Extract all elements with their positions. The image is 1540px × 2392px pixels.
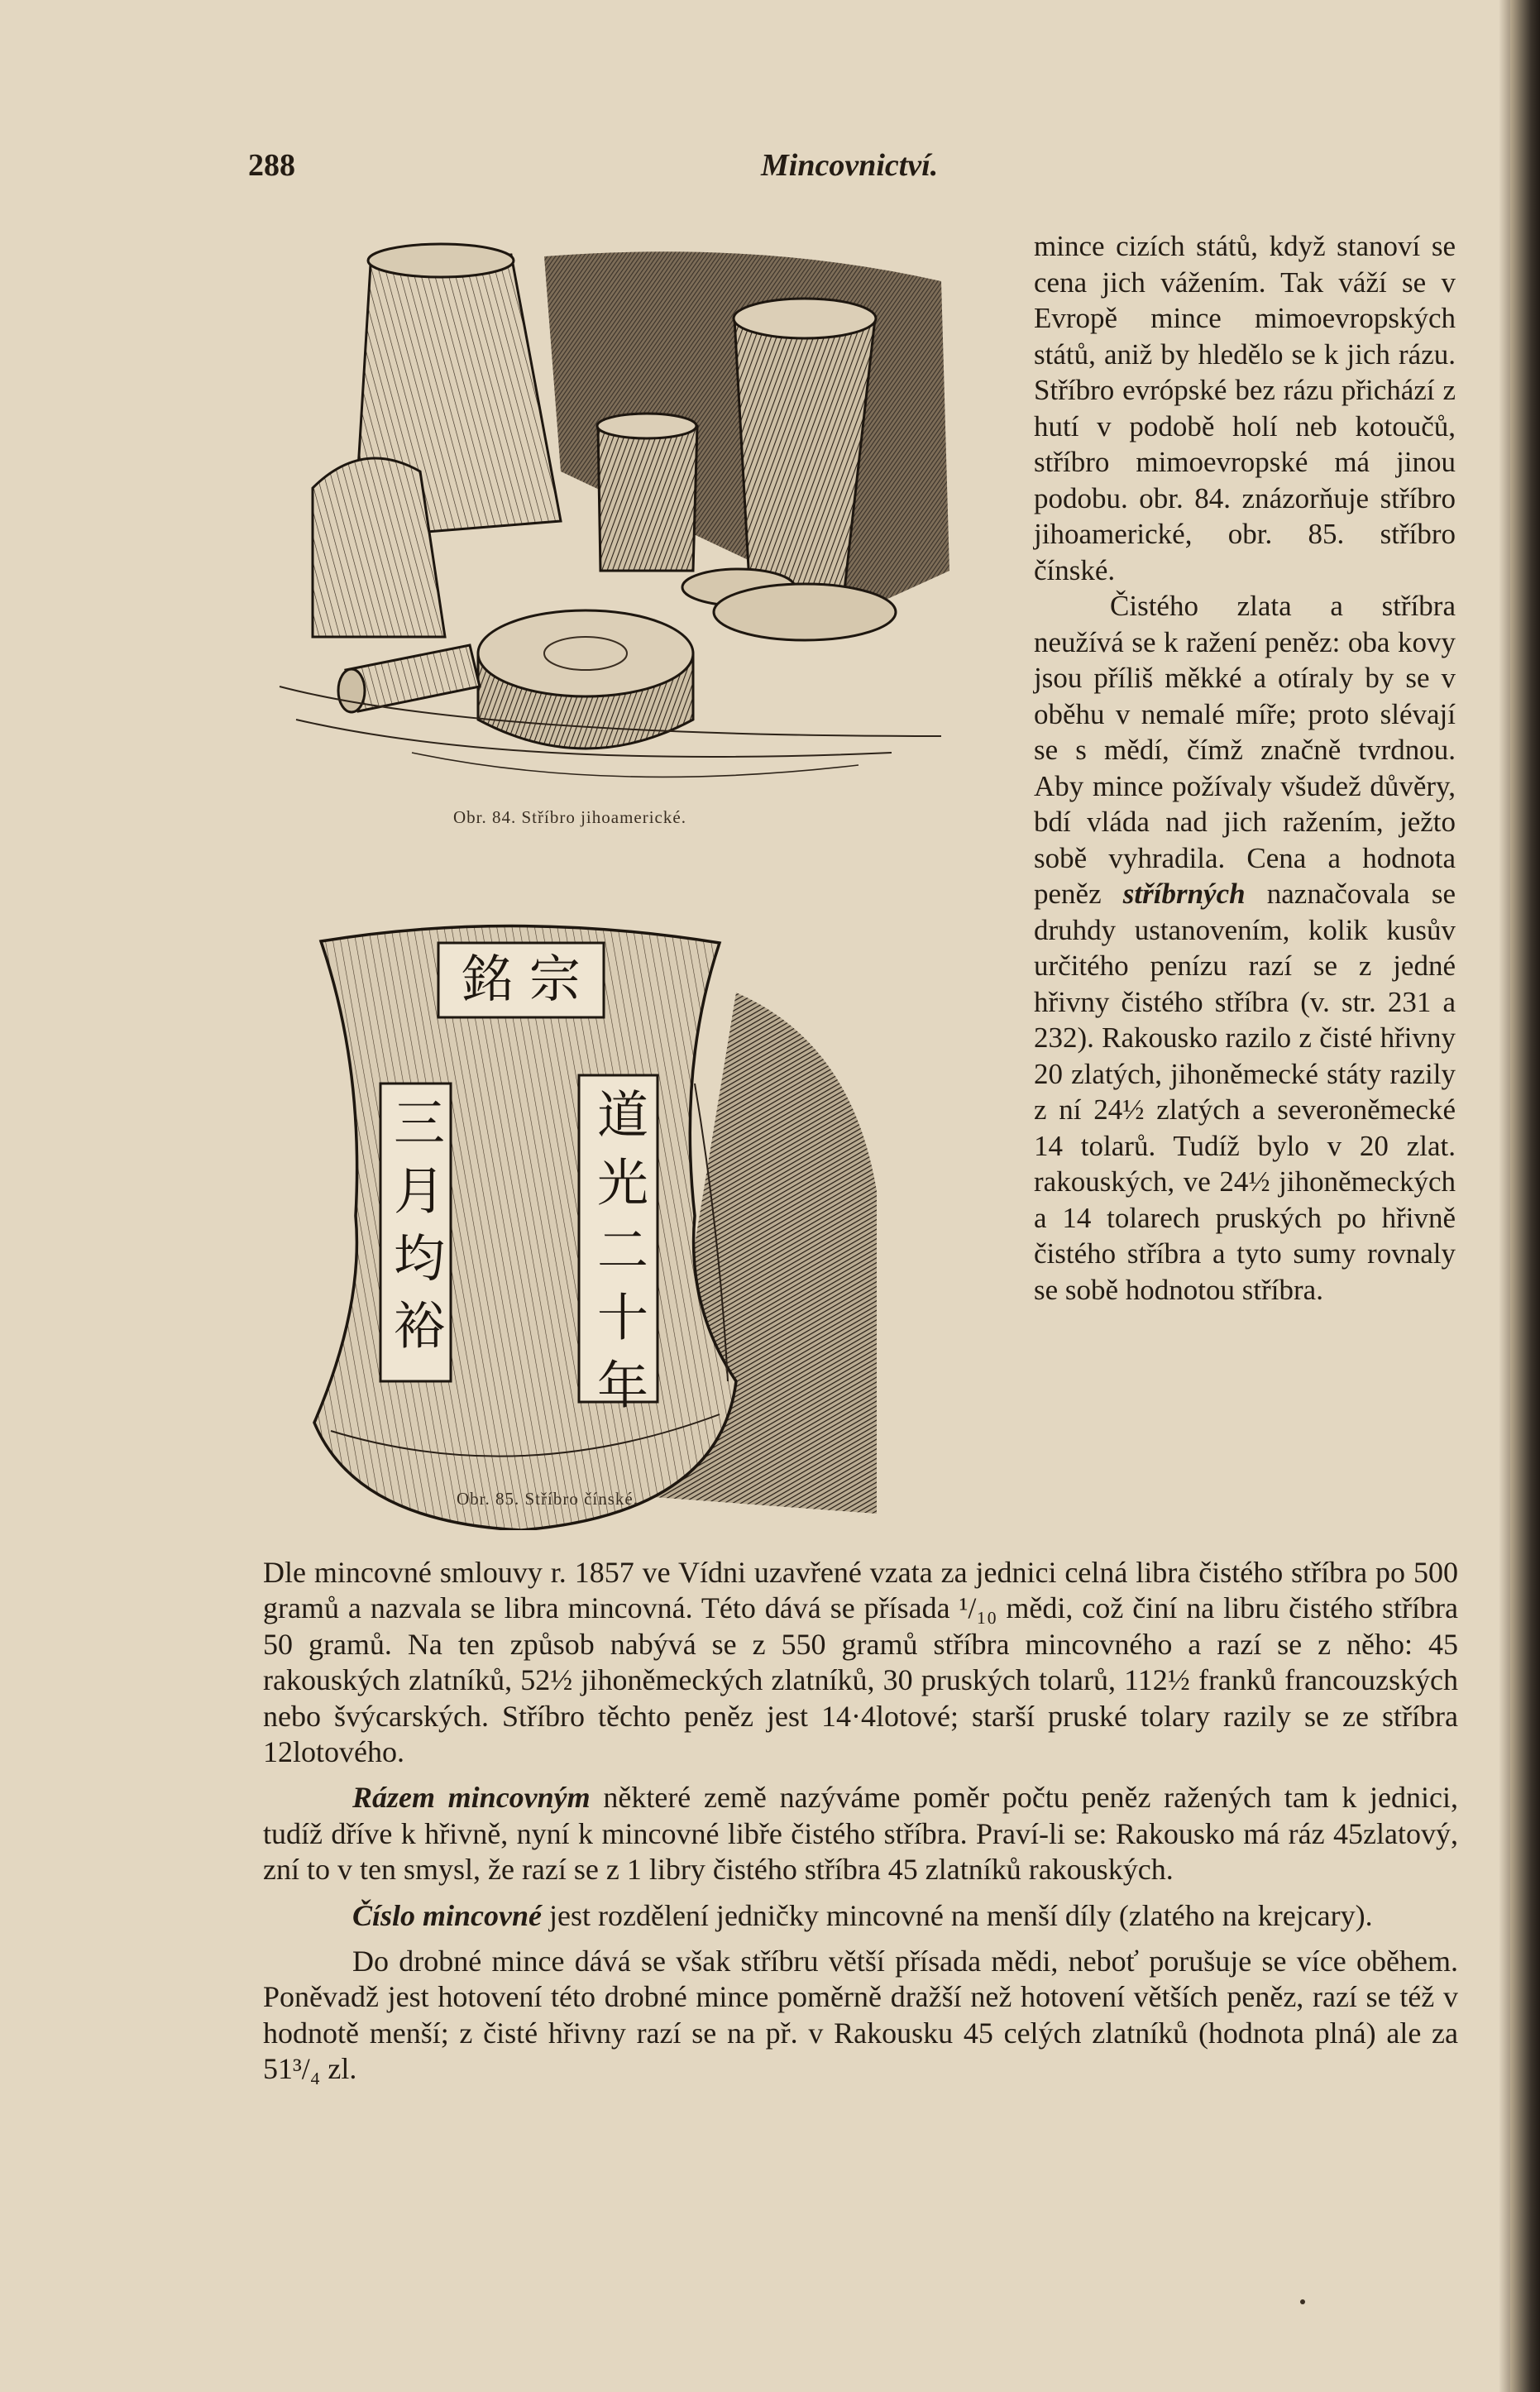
figure-84-illustration	[263, 223, 958, 819]
silver-ingots-engraving	[263, 223, 958, 819]
page-number: 288	[248, 148, 295, 183]
running-title: Mincovnictví.	[761, 148, 939, 183]
term-cislo-mincovne: Číslo mincovné	[352, 1898, 543, 1932]
paragraph-mint-standard-body: některé země nazýváme poměr počtu peněz ražených tam k jednici, tudíž dříve k hřivně, nyní k mincovné libře čistého stříbra. Praví-li se: Rakousko má ráz 45zlatový, zní to v ten smysl, že razí se z 1 libry čistého stříbra 45 zlatníků rakouských.	[263, 1781, 1458, 1887]
ink-speck	[1300, 2299, 1305, 2304]
paragraph-mint-number-body: jest rozdělení jedničky mincovné na menší díly (zlatého na krejcary).	[549, 1898, 1373, 1932]
term-razem-mincovnym: Rázem mincovným	[352, 1781, 591, 1815]
figure-84-caption: Obr. 84. Stříbro jihoamerické.	[453, 807, 686, 827]
full-width-text	[263, 1555, 1458, 2098]
right-stamp-characters: 道 光 二 十 年	[588, 1088, 649, 1409]
figure-85-caption: Obr. 85. Stříbro čínské.	[457, 1489, 638, 1509]
book-spine	[1510, 0, 1540, 2392]
paragraph-mint-standard	[263, 1780, 1458, 1887]
side-paragraph-2	[1034, 588, 1456, 1308]
side-column-text	[1034, 228, 1456, 1308]
paragraph-small-coins: Do drobné mince dává se však stříbru větší přísada mědi, neboť porušuje se více oběhem. Poněvadž jest hotovení této drobné mince poměrně dražší než hotovení větších peněz, razí se též v hodnotě menší; z čisté hřivny razí se na př. v Rakousku 45 celých zlatníků (hodnota plná) ale za 51³/₄ zl.	[263, 1945, 1458, 2086]
side-paragraph-2-start: Čistého zlata a stříbra neužívá se k ražení peněz: oba kovy jsou příliš měkké a otíraly by se v oběhu v nemalé míře; proto slévají se s mědí, čímž značně tvrdnou. Aby mince požívaly všudež důvěry, bdí vláda nad jich ražením, ježto sobě vyhradila. Cena a hodnota peněz	[1034, 590, 1456, 910]
top-stamp-characters: 銘 宗	[462, 949, 581, 1009]
page-header	[248, 147, 1456, 184]
emphasized-term-stribrnych: stříbrných	[1122, 878, 1246, 910]
side-paragraph-1: mince cizích států, když stanoví se cena jich vážením. Tak váží se v Evropě mince mimoevropských států, aniž by hledělo se k jich rázu. Stříbro evrópské bez rázu přichází z hutí v podobě holí neb kotoučů, stříbro mimoevropské má jinou podobu. obr. 84. znázorňuje stříbro jihoamerické, obr. 85. stříbro čínské.	[1034, 230, 1456, 586]
chinese-silver-ingot-engraving	[306, 918, 885, 1530]
paragraph-mint-number	[263, 1898, 1458, 1934]
page-edge-shadow	[1499, 0, 1510, 2392]
left-stamp-characters: 三 月 均 裕	[385, 1096, 446, 1351]
paragraph-mint-treaty: Dle mincovné smlouvy r. 1857 ve Vídni uzavřené vzata za jednici celná libra čistého stříbra po 500 gramů a nazvala se libra mincovná. Této dává se přísada ¹/₁₀ mědi, což činí na libru čistého stříbra 50 gramů. Na ten způsob nabývá se z 550 gramů stříbra mincovného a razí se z něho: 45 rakouských zlatníků, 52½ jihoněmeckých zlatníků, 30 pruských tolarů, 112½ franků francouzských nebo švýcarských. Stříbro těchto peněz jest 14·4lotové; starší pruské tolary razily se ze stříbra 12lotového.	[263, 1556, 1458, 1769]
side-paragraph-2-end: naznačovala se druhdy ustanovením, kolik kusův určitého penízu razí se z jedné hřivny čistého stříbra (v. str. 231 a 232). Rakousko razilo z čisté hřivny 20 zlatých, jihoněmecké státy razily z ní 24½ zlatých a severoněmecké 14 tolarů. Tudíž bylo v 20 zlat. rakouských, ve 24½ jihoněmeckých a 14 tolarech pruských po hřivně čistého stříbra a tyto sumy rovnaly se sobě hodnotou stříbra.	[1034, 878, 1456, 1306]
figure-85-illustration	[306, 918, 885, 1530]
